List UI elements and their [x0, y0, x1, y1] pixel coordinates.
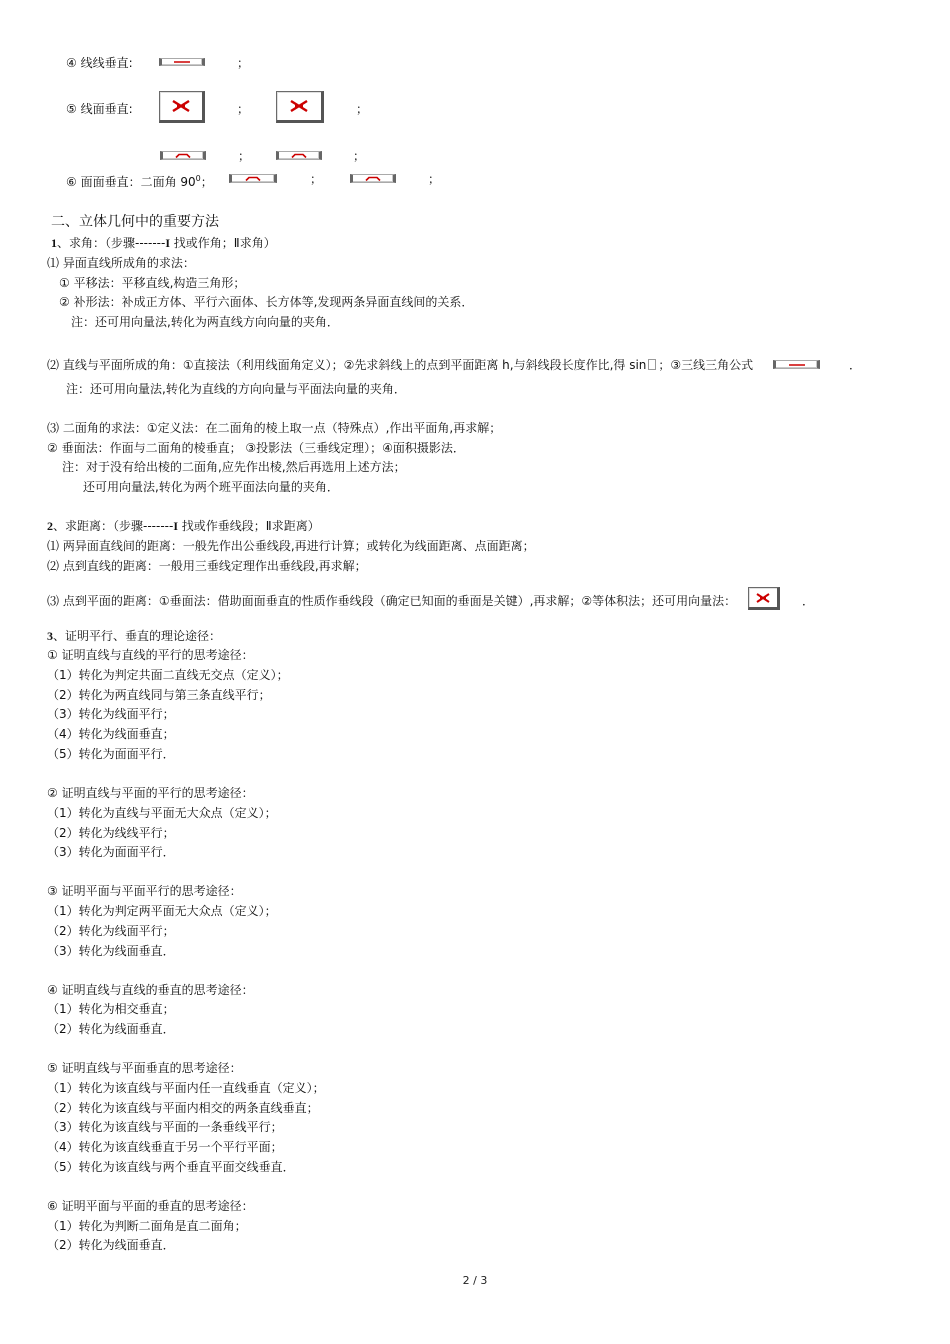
list-item: （1）转化为该直线与平面内任一直线垂直（定义）；: [47, 1081, 325, 1095]
text-line: ② 补形法：补成正方体、平行六面体、长方体等,发现两条异面直线间的关系．: [59, 295, 474, 309]
heading-text: 、求距离：（步骤-------: [53, 519, 174, 533]
item-number: 3: [47, 629, 53, 643]
broken-image-icon: [291, 153, 307, 158]
section-title: 二、立体几何中的重要方法: [51, 214, 219, 230]
text-line: ⑶ 点到平面的距离：①垂面法：借助面面垂直的性质作垂线段（确定已知面的垂面是关键）,再求解；②等体积法；还可用向量法：: [47, 594, 737, 608]
list-item: （4）转化为该直线垂直于另一个平行平面；: [47, 1140, 283, 1154]
list-item: （1）转化为判断二面角是直二面角；: [47, 1219, 247, 1233]
list-item: （1）转化为判定两平面无大众点（定义）；: [47, 904, 277, 918]
subheading: ③ 证明平面与平面平行的思考途径：: [47, 884, 242, 898]
heading-text: 找或作垂线段；Ⅱ求距离）: [177, 519, 320, 533]
broken-image-icon: [245, 176, 261, 181]
broken-image-icon: [175, 153, 191, 158]
list-item: （2）转化为两直线同与第三条直线平行；: [47, 688, 271, 702]
text-line: ② 垂面法：作面与二面角的棱垂直； ③投影法（三垂线定理）；④面积摄影法．: [47, 441, 465, 455]
formula-image: [350, 174, 396, 183]
item-number: 2: [47, 519, 53, 533]
page-number: 2 / 3: [462, 1274, 488, 1287]
formula-image: [748, 587, 780, 610]
formula-image: [276, 151, 322, 160]
separator: ；: [310, 172, 323, 186]
broken-image-icon: [648, 359, 656, 370]
broken-image-icon: [365, 176, 381, 181]
text-span: ；③三线三角公式: [658, 358, 754, 372]
list-item: （4）转化为线面垂直；: [47, 727, 175, 741]
list-item: （3）转化为线面垂直．: [47, 944, 175, 958]
heading-text: 找或作角；Ⅱ求角）: [169, 236, 276, 250]
plane-perpendicular-text: ⑥ 面面垂直：二面角 90: [66, 175, 196, 189]
plane-perpendicular-label: [66, 171, 213, 190]
list-item: （2）转化为线面平行；: [47, 924, 175, 938]
formula-image: [229, 174, 277, 183]
list-item: （3）转化为线面平行；: [47, 707, 175, 721]
formula-image: [773, 360, 820, 369]
subheading: ① 证明直线与直线的平行的思考途径：: [47, 648, 254, 662]
list-item: （3）转化为面面平行．: [47, 845, 175, 859]
line-perpendicular-label: ④ 线线垂直:: [66, 56, 133, 70]
list-item: （2）转化为线面垂直．: [47, 1238, 175, 1252]
subheading: ② 证明直线与平面的平行的思考途径：: [47, 786, 254, 800]
formula-image: [159, 91, 205, 123]
text-line: ① 平移法：平移直线,构造三角形；: [59, 276, 246, 290]
method-angle-heading: [51, 235, 276, 251]
separator: ；: [200, 175, 213, 189]
step-marker: I: [173, 519, 178, 533]
list-item: （1）转化为相交垂直；: [47, 1002, 175, 1016]
broken-image-icon: [289, 100, 309, 112]
heading-text: 、证明平行、垂直的理论途径：: [53, 629, 222, 643]
formula-image: [160, 151, 206, 160]
formula-image: [276, 91, 324, 123]
broken-image-icon: [788, 363, 806, 367]
broken-image-icon: [171, 100, 191, 112]
list-item: （5）转化为面面平行．: [47, 747, 175, 761]
text-line: 注：对于没有给出棱的二面角,应先作出棱,然后再选用上述方法；: [62, 460, 406, 474]
text-line: 注：还可用向量法,转化为直线的方向向量与平面法向量的夹角．: [66, 382, 406, 396]
broken-image-icon: [173, 60, 191, 64]
broken-image-icon: [755, 593, 771, 603]
text-line: 还可用向量法,转化为两个班平面法向量的夹角．: [83, 480, 339, 494]
subheading: ④ 证明直线与直线的垂直的思考途径：: [47, 983, 254, 997]
method-distance-heading: [47, 518, 320, 534]
line-plane-perpendicular-label: ⑤ 线面垂直:: [66, 102, 133, 116]
subheading: ⑤ 证明直线与平面垂直的思考途径：: [47, 1061, 242, 1075]
separator: ；: [356, 102, 369, 116]
separator: ；: [238, 149, 251, 163]
item-number: 1: [51, 236, 57, 250]
list-item: （2）转化为线线平行；: [47, 826, 175, 840]
subheading: ⑥ 证明平面与平面的垂直的思考途径：: [47, 1199, 254, 1213]
heading-text: 、求角：（步骤-------: [57, 236, 166, 250]
step-marker: I: [165, 236, 170, 250]
period: ．: [802, 594, 815, 608]
text-line: ⑵ 点到直线的距离：一般用三垂线定理作出垂线段,再求解；: [47, 559, 367, 573]
list-item: （2）转化为该直线与平面内相交的两条直线垂直；: [47, 1101, 319, 1115]
method-proof-heading: [47, 628, 221, 644]
list-item: （3）转化为该直线与平面的一条垂线平行；: [47, 1120, 283, 1134]
list-item: （1）转化为直线与平面无大众点（定义）；: [47, 806, 277, 820]
degree-superscript: 0: [195, 174, 201, 183]
list-item: （2）转化为线面垂直．: [47, 1022, 175, 1036]
list-item: （5）转化为该直线与两个垂直平面交线垂直．: [47, 1160, 295, 1174]
separator: ；: [237, 56, 250, 70]
text-span: ⑵ 直线与平面所成的角：①直接法（利用线面角定义）；②先求斜线上的点到平面距离 h,与斜线段长度作比,得 sin: [47, 358, 647, 372]
period: ．: [849, 358, 862, 372]
text-line: ⑴ 异面直线所成角的求法：: [47, 256, 195, 270]
separator: ；: [428, 172, 441, 186]
text-line: 注：还可用向量法,转化为两直线方向向量的夹角．: [71, 315, 339, 329]
text-line: [47, 357, 753, 373]
formula-image: [159, 58, 205, 66]
separator: ；: [353, 149, 366, 163]
text-line: ⑶ 二面角的求法：①定义法：在二面角的棱上取一点（特殊点）,作出平面角,再求解；: [47, 421, 502, 435]
list-item: （1）转化为判定共面二直线无交点（定义）；: [47, 668, 289, 682]
separator: ；: [237, 102, 250, 116]
text-line: ⑴ 两异面直线间的距离：一般先作出公垂线段,再进行计算；或转化为线面距离、点面距离；: [47, 539, 535, 553]
